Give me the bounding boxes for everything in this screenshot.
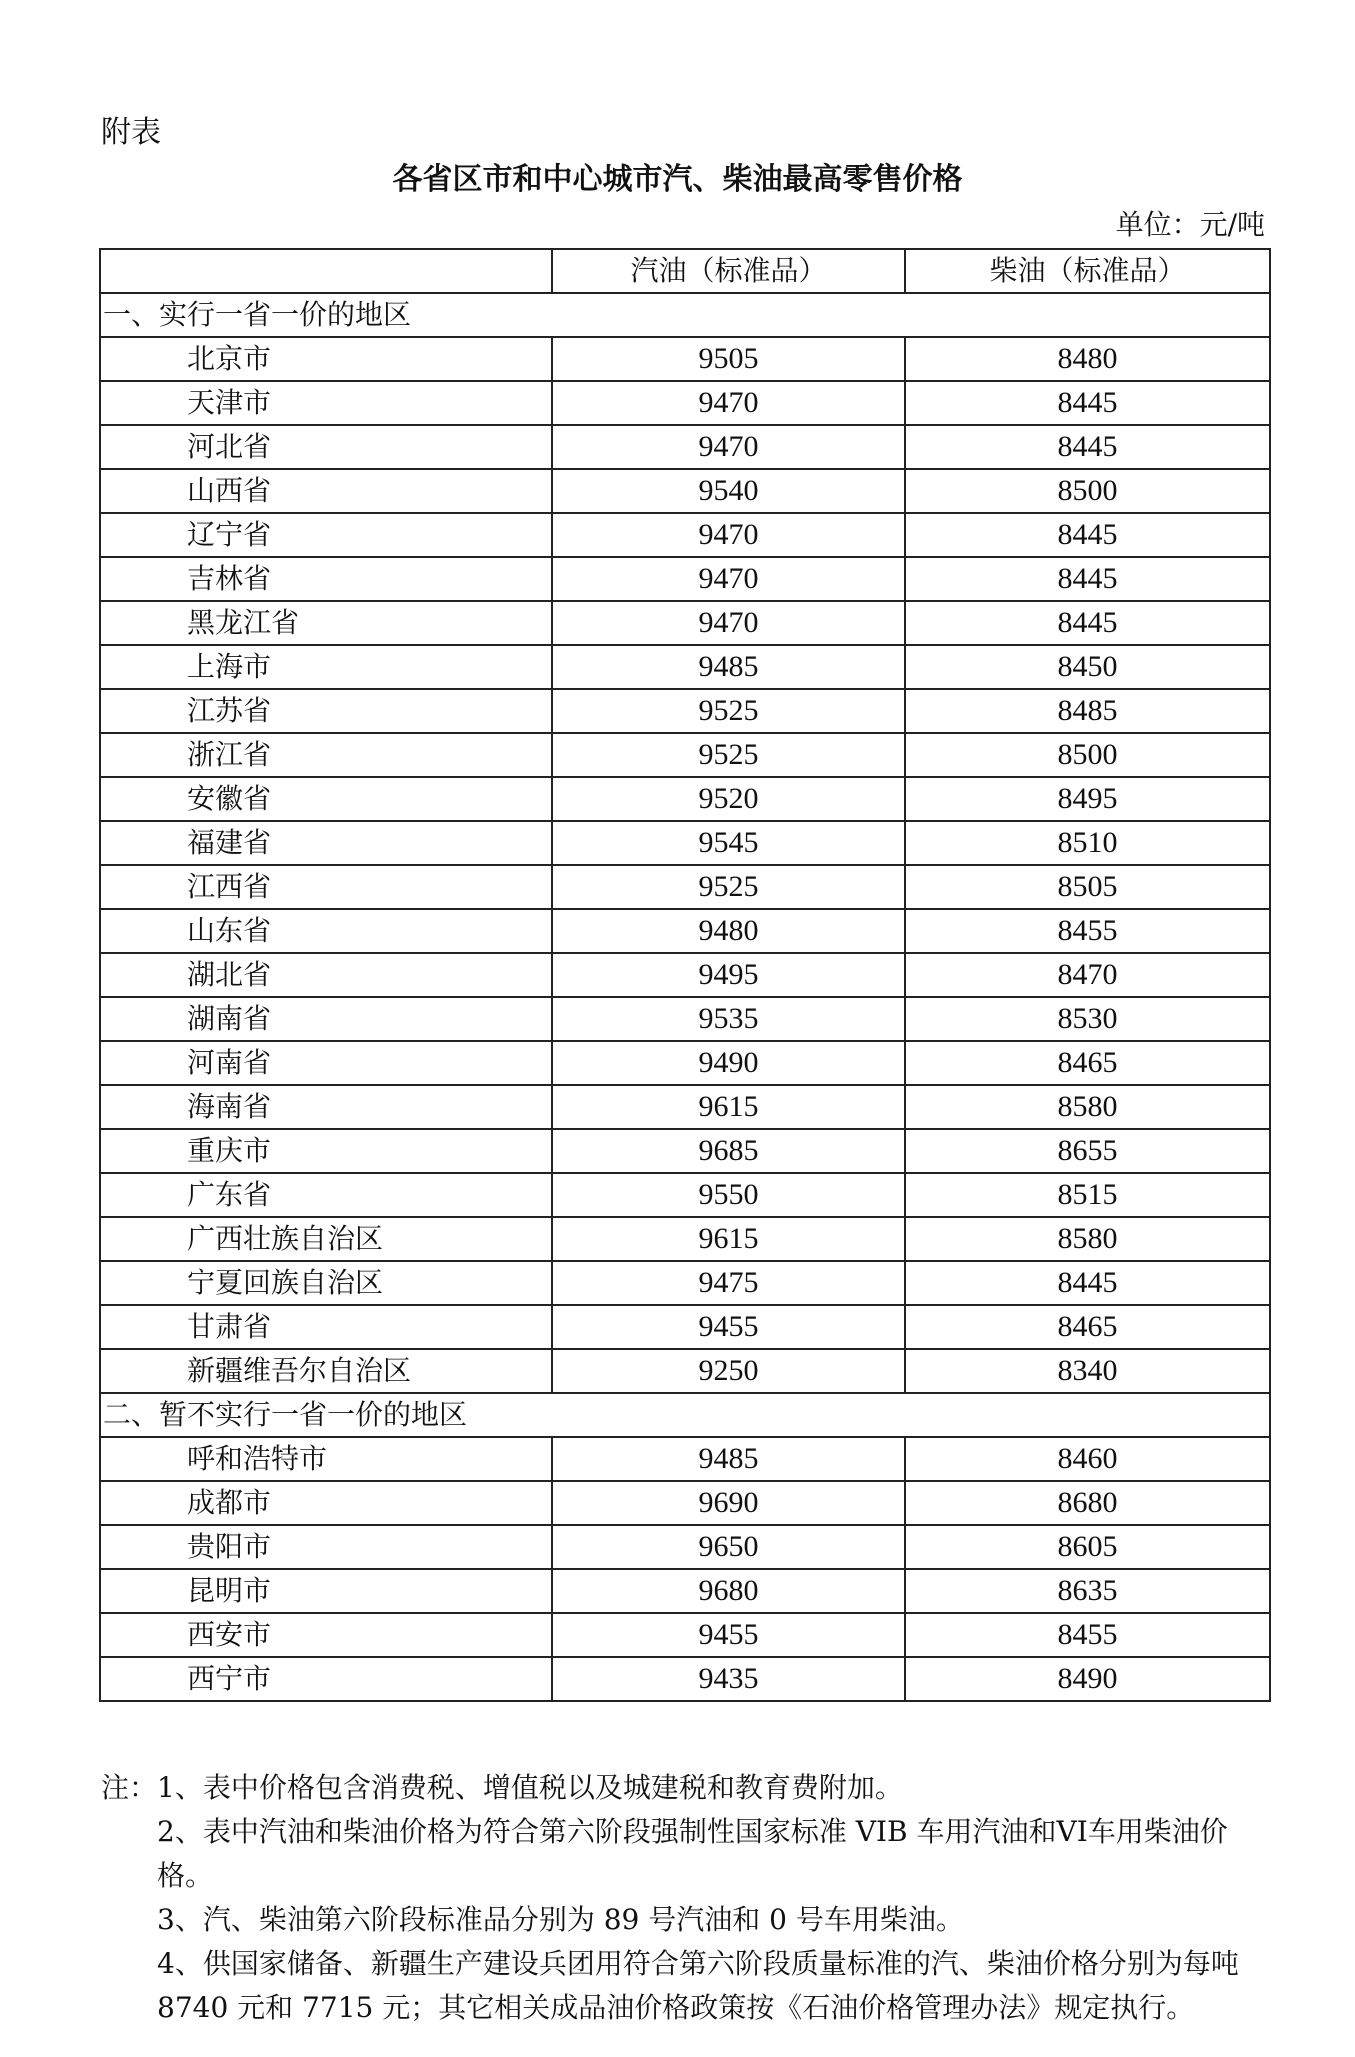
section-row — [100, 293, 1270, 337]
region-name: 呼和浩特市 — [100, 1437, 552, 1481]
header-row — [100, 249, 1270, 293]
notes — [101, 1766, 1271, 2030]
diesel-price: 8460 — [905, 1437, 1270, 1481]
diesel-price: 8465 — [905, 1305, 1270, 1349]
region-name: 甘肃省 — [100, 1305, 552, 1349]
table-header — [100, 249, 1270, 293]
diesel-price: 8500 — [905, 733, 1270, 777]
diesel-price: 8505 — [905, 865, 1270, 909]
section-row — [100, 1393, 1270, 1437]
gasoline-price: 9615 — [552, 1217, 905, 1261]
price-table — [99, 248, 1271, 1702]
table-row — [100, 821, 1270, 865]
gasoline-price: 9520 — [552, 777, 905, 821]
region-name: 江西省 — [100, 865, 552, 909]
region-name: 江苏省 — [100, 689, 552, 733]
section-label: 一、实行一省一价的地区 — [100, 293, 1270, 337]
gasoline-price: 9495 — [552, 953, 905, 997]
region-name: 河南省 — [100, 1041, 552, 1085]
diesel-price: 8445 — [905, 601, 1270, 645]
gasoline-price: 9690 — [552, 1481, 905, 1525]
table-row — [100, 865, 1270, 909]
gasoline-price: 9435 — [552, 1657, 905, 1701]
diesel-price: 8455 — [905, 1613, 1270, 1657]
table-row — [100, 997, 1270, 1041]
table-row — [100, 1085, 1270, 1129]
gasoline-price: 9490 — [552, 1041, 905, 1085]
gasoline-price: 9455 — [552, 1305, 905, 1349]
diesel-price: 8340 — [905, 1349, 1270, 1393]
region-name: 西安市 — [100, 1613, 552, 1657]
diesel-price: 8445 — [905, 513, 1270, 557]
table-row — [100, 689, 1270, 733]
table-row — [100, 1173, 1270, 1217]
table-row — [100, 1481, 1270, 1525]
gasoline-price: 9550 — [552, 1173, 905, 1217]
gasoline-price: 9615 — [552, 1085, 905, 1129]
table-row — [100, 513, 1270, 557]
diesel-price: 8445 — [905, 381, 1270, 425]
diesel-price: 8485 — [905, 689, 1270, 733]
table-row — [100, 469, 1270, 513]
table-row — [100, 381, 1270, 425]
diesel-price: 8655 — [905, 1129, 1270, 1173]
region-name: 黑龙江省 — [100, 601, 552, 645]
region-name: 广西壮族自治区 — [100, 1217, 552, 1261]
gasoline-price: 9545 — [552, 821, 905, 865]
table-row — [100, 777, 1270, 821]
table-row — [100, 1437, 1270, 1481]
header-region — [100, 249, 552, 293]
diesel-price: 8605 — [905, 1525, 1270, 1569]
region-name: 湖北省 — [100, 953, 552, 997]
table-row — [100, 1129, 1270, 1173]
gasoline-price: 9470 — [552, 425, 905, 469]
table-row — [100, 1613, 1270, 1657]
region-name: 宁夏回族自治区 — [100, 1261, 552, 1305]
diesel-price: 8455 — [905, 909, 1270, 953]
unit-label: 单位：元/吨 — [1115, 208, 1265, 241]
table-row — [100, 953, 1270, 997]
gasoline-price: 9470 — [552, 601, 905, 645]
diesel-price: 8515 — [905, 1173, 1270, 1217]
gasoline-price: 9475 — [552, 1261, 905, 1305]
region-name: 海南省 — [100, 1085, 552, 1129]
gasoline-price: 9535 — [552, 997, 905, 1041]
gasoline-price: 9505 — [552, 337, 905, 381]
diesel-price: 8445 — [905, 425, 1270, 469]
region-name: 辽宁省 — [100, 513, 552, 557]
diesel-price: 8510 — [905, 821, 1270, 865]
header-diesel: 柴油（标准品） — [905, 249, 1270, 293]
gasoline-price: 9470 — [552, 381, 905, 425]
diesel-price: 8445 — [905, 1261, 1270, 1305]
table-row — [100, 425, 1270, 469]
region-name: 重庆市 — [100, 1129, 552, 1173]
diesel-price: 8635 — [905, 1569, 1270, 1613]
section-label: 二、暂不实行一省一价的地区 — [100, 1393, 1270, 1437]
region-name: 河北省 — [100, 425, 552, 469]
table-row — [100, 1305, 1270, 1349]
diesel-price: 8680 — [905, 1481, 1270, 1525]
region-name: 吉林省 — [100, 557, 552, 601]
table-row — [100, 1569, 1270, 1613]
table-row — [100, 1217, 1270, 1261]
diesel-price: 8480 — [905, 337, 1270, 381]
table-row — [100, 909, 1270, 953]
region-name: 湖南省 — [100, 997, 552, 1041]
region-name: 北京市 — [100, 337, 552, 381]
gasoline-price: 9485 — [552, 1437, 905, 1481]
region-name: 贵阳市 — [100, 1525, 552, 1569]
table-row — [100, 1525, 1270, 1569]
gasoline-price: 9250 — [552, 1349, 905, 1393]
gasoline-price: 9525 — [552, 689, 905, 733]
diesel-price: 8530 — [905, 997, 1270, 1041]
header-gasoline: 汽油（标准品） — [552, 249, 905, 293]
table-row — [100, 557, 1270, 601]
gasoline-price: 9455 — [552, 1613, 905, 1657]
table-row — [100, 337, 1270, 381]
gasoline-price: 9470 — [552, 557, 905, 601]
region-name: 安徽省 — [100, 777, 552, 821]
region-name: 成都市 — [100, 1481, 552, 1525]
appendix-label: 附表 — [101, 115, 161, 150]
gasoline-price: 9650 — [552, 1525, 905, 1569]
gasoline-price: 9680 — [552, 1569, 905, 1613]
region-name: 天津市 — [100, 381, 552, 425]
gasoline-price: 9540 — [552, 469, 905, 513]
region-name: 西宁市 — [100, 1657, 552, 1701]
gasoline-price: 9470 — [552, 513, 905, 557]
note-2: 2、表中汽油和柴油价格为符合第六阶段强制性国家标准 VIB 车用汽油和VI车用柴油价格。 — [157, 1815, 1228, 1892]
table-row — [100, 601, 1270, 645]
gasoline-price: 9485 — [552, 645, 905, 689]
table-row — [100, 1041, 1270, 1085]
diesel-price: 8580 — [905, 1217, 1270, 1261]
gasoline-price: 9685 — [552, 1129, 905, 1173]
diesel-price: 8490 — [905, 1657, 1270, 1701]
gasoline-price: 9525 — [552, 865, 905, 909]
note-3: 3、汽、柴油第六阶段标准品分别为 89 号汽油和 0 号车用柴油。 — [157, 1903, 964, 1936]
gasoline-price: 9480 — [552, 909, 905, 953]
diesel-price: 8495 — [905, 777, 1270, 821]
diesel-price: 8500 — [905, 469, 1270, 513]
region-name: 昆明市 — [100, 1569, 552, 1613]
diesel-price: 8450 — [905, 645, 1270, 689]
table-row — [100, 1657, 1270, 1701]
region-name: 浙江省 — [100, 733, 552, 777]
region-name: 山东省 — [100, 909, 552, 953]
document-title: 各省区市和中心城市汽、柴油最高零售价格 — [392, 162, 963, 197]
diesel-price: 8445 — [905, 557, 1270, 601]
table-row — [100, 1349, 1270, 1393]
table-row — [100, 645, 1270, 689]
region-name: 新疆维吾尔自治区 — [100, 1349, 552, 1393]
note-1: 注：1、表中价格包含消费税、增值税以及城建税和教育费附加。 — [101, 1771, 903, 1804]
gasoline-price: 9525 — [552, 733, 905, 777]
diesel-price: 8470 — [905, 953, 1270, 997]
region-name: 上海市 — [100, 645, 552, 689]
region-name: 山西省 — [100, 469, 552, 513]
region-name: 福建省 — [100, 821, 552, 865]
table-row — [100, 1261, 1270, 1305]
diesel-price: 8580 — [905, 1085, 1270, 1129]
table-body — [100, 293, 1270, 1701]
diesel-price: 8465 — [905, 1041, 1270, 1085]
note-4: 4、供国家储备、新疆生产建设兵团用符合第六阶段质量标准的汽、柴油价格分别为每吨 8740 元和 7715 元；其它相关成品油价格政策按《石油价格管理办法》规定执行。 — [157, 1947, 1239, 2024]
table-row — [100, 733, 1270, 777]
region-name: 广东省 — [100, 1173, 552, 1217]
